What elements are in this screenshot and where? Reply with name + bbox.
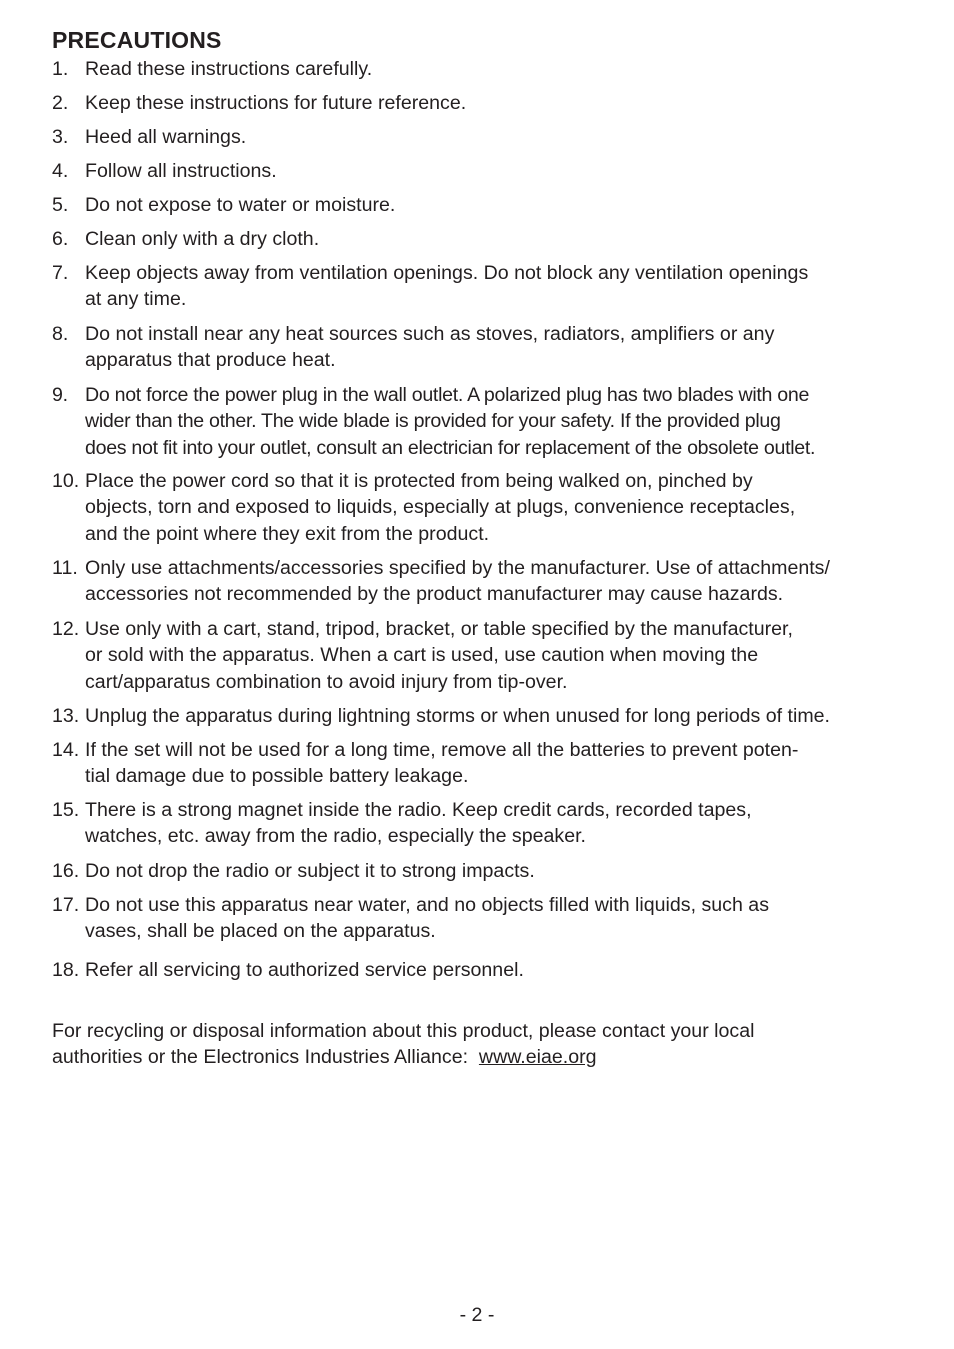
- item-text: Do not drop the radio or subject it to strong impacts.: [85, 860, 535, 882]
- item-text: Follow all instructions.: [85, 160, 277, 182]
- list-item: [52, 555, 912, 608]
- eiae-link[interactable]: www.eiae.org: [478, 1046, 597, 1069]
- list-item: [52, 468, 912, 547]
- list-item: [52, 703, 912, 729]
- recycling-text: For recycling or disposal information about this product, please contact your local authorities or the Electronics Industries Alliance:: [52, 1020, 755, 1069]
- list-item: [52, 124, 912, 150]
- list-item: [52, 616, 912, 695]
- item-number: 13.: [52, 705, 80, 727]
- item-text: Keep objects away from ventilation openings. Do not block any ventilation openings at any time.: [85, 262, 809, 311]
- item-text: Do not use this apparatus near water, and no objects filled with liquids, such as vases, shall be placed on the apparatus.: [85, 894, 770, 943]
- item-text: Do not install near any heat sources such as stoves, radiators, amplifiers or any apparatus that produce heat.: [85, 323, 775, 372]
- item-number: 8.: [52, 323, 69, 345]
- list-item: [52, 260, 912, 313]
- list-item: [52, 226, 912, 252]
- item-number: 14.: [52, 739, 80, 761]
- item-text: Refer all servicing to authorized service personnel.: [85, 959, 524, 981]
- item-text: Do not expose to water or moisture.: [85, 194, 396, 216]
- list-item: [52, 192, 912, 218]
- list-item: [52, 858, 912, 884]
- item-number: 1.: [52, 58, 69, 80]
- list-item: [52, 797, 912, 850]
- item-number: 15.: [52, 799, 80, 821]
- item-text: If the set will not be used for a long time, remove all the batteries to prevent poten- tial damage due to possible battery leakage.: [85, 739, 799, 788]
- list-item: [52, 321, 912, 374]
- item-number: 4.: [52, 160, 69, 182]
- page-title: PRECAUTIONS: [52, 27, 222, 53]
- item-text: Heed all warnings.: [85, 126, 247, 148]
- item-text: Do not force the power plug in the wall outlet. A polarized plug has two blades with one wider than the other. The wide blade is provided for your safety. If the provided plug does not fit into your outlet, consult an electrician for replacement of the obsolete outlet.: [85, 384, 816, 459]
- item-number: 6.: [52, 228, 69, 250]
- item-text: Unplug the apparatus during lightning storms or when unused for long periods of time.: [85, 705, 831, 727]
- item-number: 3.: [52, 126, 69, 148]
- item-number: 11.: [52, 557, 78, 579]
- recycling-note: [52, 1018, 912, 1071]
- page-number: - 2 -: [459, 1304, 495, 1326]
- item-number: 7.: [52, 262, 69, 284]
- item-text: Use only with a cart, stand, tripod, bracket, or table specified by the manufacturer, or sold with the apparatus. When a cart is used, use caution when moving the cart/apparatus combination to avoid injury from tip-over.: [85, 618, 793, 693]
- list-item: [52, 56, 912, 82]
- item-text: Clean only with a dry cloth.: [85, 228, 320, 250]
- item-text: There is a strong magnet inside the radio. Keep credit cards, recorded tapes, watches, etc. away from the radio, especially the speaker.: [85, 799, 752, 848]
- item-number: 16.: [52, 860, 80, 882]
- item-text: Read these instructions carefully.: [85, 58, 373, 80]
- list-item: [52, 737, 912, 790]
- item-number: 10.: [52, 470, 80, 492]
- list-item: [52, 892, 912, 945]
- item-number: 5.: [52, 194, 69, 216]
- list-item: [52, 90, 912, 116]
- item-number: 9.: [52, 384, 68, 406]
- item-text: Keep these instructions for future reference.: [85, 92, 467, 114]
- item-number: 12.: [52, 618, 80, 640]
- item-number: 17.: [52, 894, 80, 916]
- item-number: 2.: [52, 92, 69, 114]
- list-item: [52, 957, 912, 983]
- item-text: Only use attachments/accessories specified by the manufacturer. Use of attachments/ accessories not recommended by the product manufacturer may cause hazards.: [85, 557, 830, 606]
- item-number: 18.: [52, 959, 80, 981]
- list-item: [52, 158, 912, 184]
- list-item: [52, 382, 912, 461]
- item-text: Place the power cord so that it is protected from being walked on, pinched by objects, torn and exposed to liquids, especially at plugs, convenience receptacles, and the point where they exit from the product.: [85, 470, 796, 545]
